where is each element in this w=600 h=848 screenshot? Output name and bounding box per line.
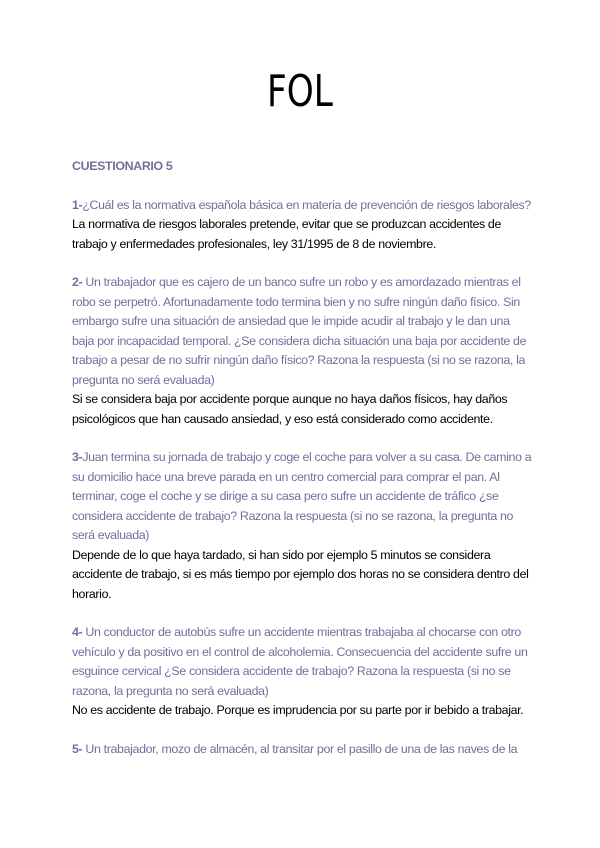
- question-block-1: [72, 196, 532, 255]
- question-number: 2-: [72, 275, 83, 289]
- question-number: 5-: [72, 741, 83, 756]
- answer-text: Si se considera baja por accidente porque aunque no haya daños físicos, hay daños psicológicos que han causado ansiedad, y eso está considerado como accidente.: [72, 392, 508, 426]
- answer-text: La normativa de riesgos laborales pretende, evitar que se produzcan accidentes de trabajo y enfermedades profesionales, ley 31/1995 de 8 de noviembre.: [72, 217, 502, 251]
- question-text: [72, 623, 532, 701]
- question-number: 3-: [72, 450, 83, 464]
- answer-text: Depende de lo que haya tardado, si han sido por ejemplo 5 minutos se considera accidente de trabajo, si es más tiempo por ejemplo dos horas no se considera dentro del horario.: [72, 547, 529, 601]
- question-block-4: [72, 623, 532, 721]
- question-body: Un conductor de autobús sufre un accidente mientras trabajaba al chocarse con otro vehículo y da positivo en el control de alcoholemia. Consecuencia del accidente sufre un esguince cervical ¿Se considera accidente de trabajo? Razona la respuesta (si no se razona, la pregunta no será evaluada): [72, 625, 528, 698]
- question-body: Un trabajador que es cajero de un banco sufre un robo y es amordazado mientras el robo se perpetró. Afortunadamente todo termina bien y no sufre ningún daño físico. Sin embargo sufre una situación de ansiedad que le impide acudir al trabajo y le dan una baja por incapacidad temporal. ¿Se considera dicha situación una baja por accidente de trabajo a pesar de no sufrir ningún daño físico? Razona la respuesta (si no se razona, la pregunta no será evaluada): [72, 275, 527, 387]
- document-title: FOL: [267, 66, 333, 117]
- answer-text: No es accidente de trabajo. Porque es imprudencia por su parte por ir bebido a trabajar.: [72, 703, 524, 717]
- question-body: ¿Cuál es la normativa española básica en materia de prevención de riesgos laborales?: [82, 197, 531, 212]
- question-body: Juan termina su jornada de trabajo y coge el coche para volver a su casa. De camino a su domicilio hace una breve parada en un centro comercial para comprar el pan. Al terminar, coge el coche y se dirige a su casa pero sufre un accidente de tráfico ¿se considera accidente de trabajo? Razona la respuesta (si no se razona, la pregunta no será evaluada): [72, 450, 532, 542]
- document-content: [72, 157, 532, 778]
- question-text: [72, 273, 532, 390]
- question-text: [72, 448, 532, 546]
- question-number: 1-: [72, 197, 83, 212]
- question-number: 4-: [72, 625, 83, 639]
- question-block-3: [72, 448, 532, 604]
- question-block-5: [72, 740, 532, 760]
- question-body: Un trabajador, mozo de almacén, al transitar por el pasillo de una de las naves de la: [82, 741, 518, 756]
- question-block-2: [72, 273, 532, 429]
- section-heading: CUESTIONARIO 5: [72, 159, 173, 173]
- question-text: [72, 196, 532, 216]
- question-text: [72, 740, 532, 760]
